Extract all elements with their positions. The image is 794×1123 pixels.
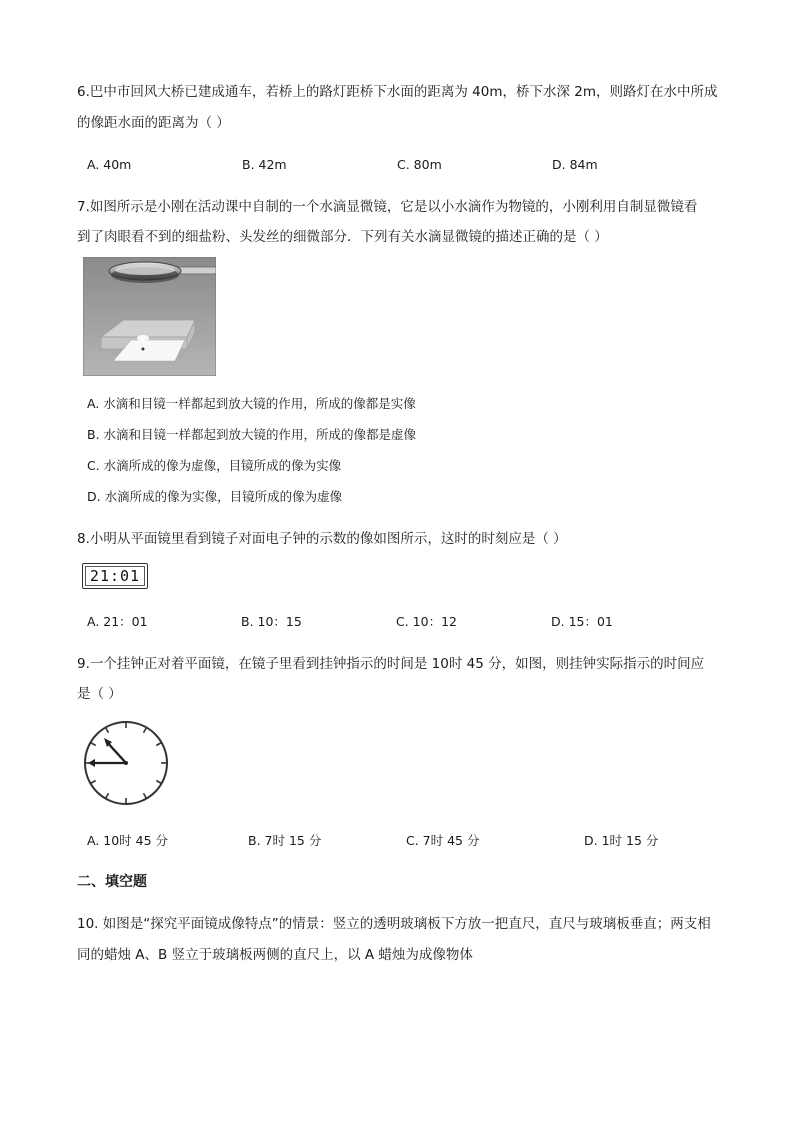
- q6-option-c: C. 80m: [397, 157, 442, 172]
- q9-stem-line1: 9.一个挂钟正对着平面镜，在镜子里看到挂钟指示的时间是 10时 45 分，如图，则挂钟实际指示的时间应: [77, 656, 705, 672]
- q9-stem-line2: 是（ ）: [77, 686, 122, 702]
- q6-stem-line2: 的像距水面的距离为（ ）: [77, 115, 230, 131]
- q7-option-c: C. 水滴所成的像为虚像，目镜所成的像为实像: [87, 458, 342, 473]
- q7-option-b: B. 水滴和目镜一样都起到放大镜的作用，所成的像都是虚像: [87, 427, 417, 442]
- q9-option-d: D. 1时 15 分: [584, 833, 659, 848]
- q7-option-a: A. 水滴和目镜一样都起到放大镜的作用，所成的像都是实像: [87, 396, 416, 411]
- q9-option-c: C. 7时 45 分: [406, 833, 480, 848]
- digital-clock-mirror-image: [82, 563, 148, 589]
- q7-stem-line2: 到了肉眼看不到的细盐粉、头发丝的细微部分．下列有关水滴显微镜的描述正确的是（ ）: [77, 229, 608, 245]
- q9-option-a: A. 10时 45 分: [87, 833, 169, 848]
- q7-stem-line1: 7.如图所示是小刚在活动课中自制的一个水滴显微镜，它是以小水滴作为物镜的，小刚利用自制显微镜看: [77, 199, 698, 215]
- q6-option-b: B. 42m: [242, 157, 287, 172]
- q10-stem-line2: 同的蜡烛 A、B 竖立于玻璃板两侧的直尺上，以 A 蜡烛为成像物体: [77, 947, 473, 963]
- q8-option-b: B. 10：15: [241, 614, 302, 629]
- digital-clock-reading: 21:01: [85, 566, 145, 586]
- q7-option-d: D. 水滴所成的像为实像，目镜所成的像为虚像: [87, 489, 343, 504]
- q9-option-b: B. 7时 15 分: [248, 833, 322, 848]
- q6-stem-line1: 6.巴中市回风大桥已建成通车，若桥上的路灯距桥下水面的距离为 40m，桥下水深 2m，则路灯在水中所成: [77, 84, 718, 100]
- q8-stem-line1: 8.小明从平面镜里看到镜子对面电子钟的示数的像如图所示，这时的时刻应是（ ）: [77, 531, 567, 547]
- q8-option-d: D. 15：01: [551, 614, 613, 629]
- q8-option-c: C. 10：12: [396, 614, 457, 629]
- q6-option-a: A. 40m: [87, 157, 132, 172]
- section-title-fill-in: 二、填空题: [77, 874, 147, 890]
- wall-clock-icon: [82, 719, 170, 807]
- q6-option-d: D. 84m: [552, 157, 598, 172]
- q8-option-a: A. 21：01: [87, 614, 148, 629]
- water-drop-microscope-photo: [83, 257, 216, 376]
- q10-stem-line1: 10. 如图是“探究平面镜成像特点”的情景：竖立的透明玻璃板下方放一把直尺，直尺与玻璃板垂直；两支相: [77, 916, 711, 932]
